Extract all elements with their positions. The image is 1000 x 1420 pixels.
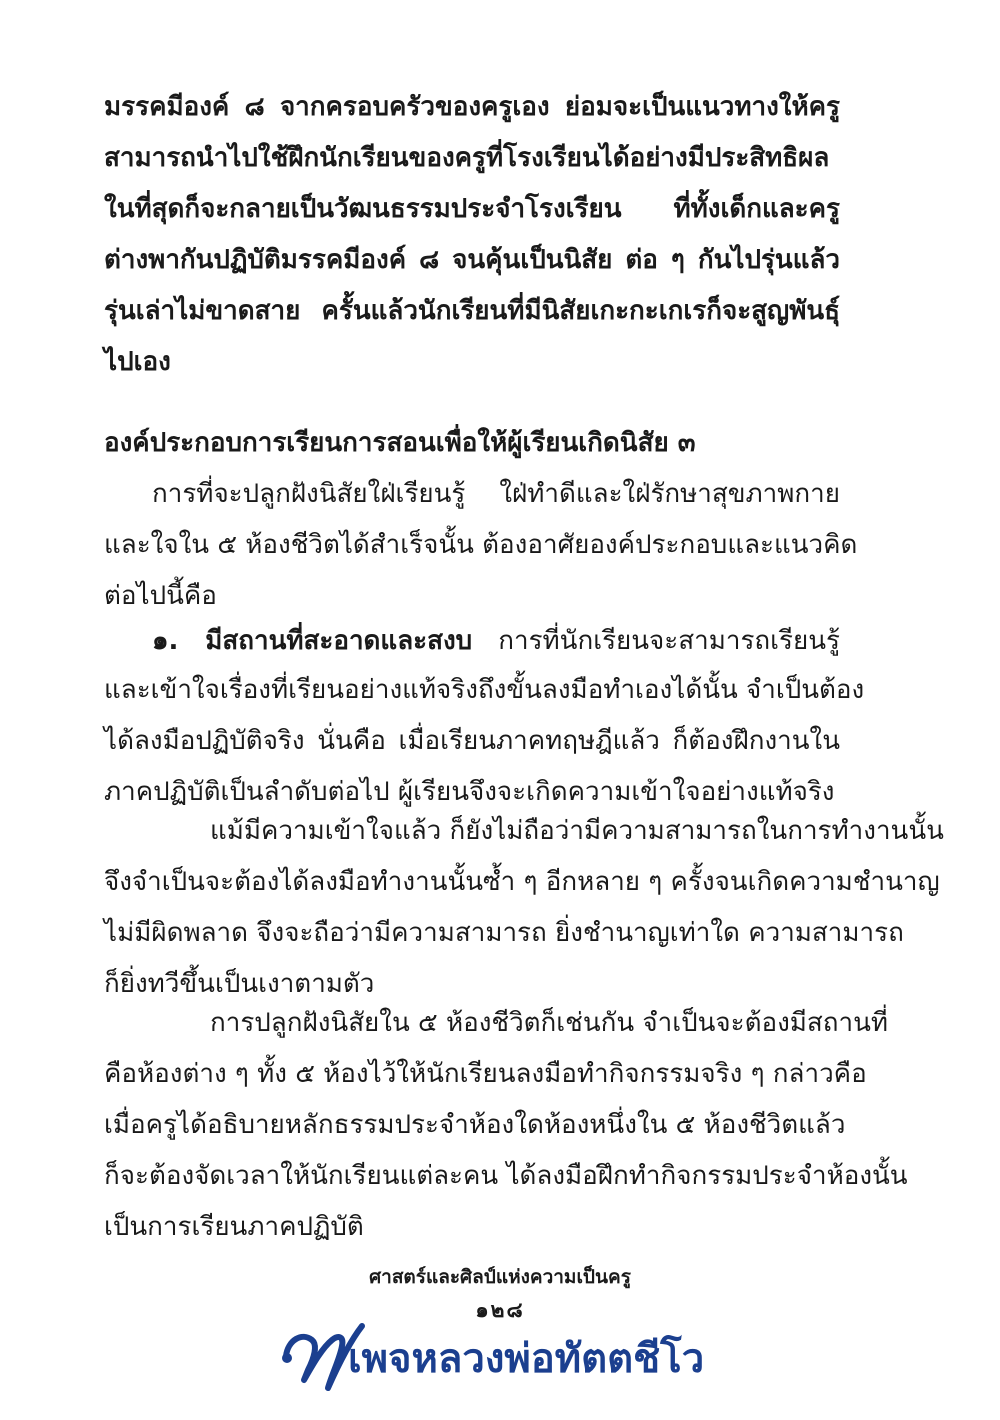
- item-1-rest: การที่นักเรียนจะสามารถเรียนรู้: [498, 626, 840, 656]
- paragraph-2: [104, 469, 858, 622]
- brand-name: เพจหลวงพ่อทัตตชีโว: [348, 1336, 705, 1382]
- item-1-title: ๑. มีสถานที่สะอาดและสงบ: [152, 626, 473, 656]
- text-line: แม้มีความเข้าใจแล้ว ก็ยังไม่ถือว่ามีความสามารถในการทำงานนั้น: [210, 816, 944, 846]
- text-line: และใจใน ๕ ห้องชีวิตได้สำเร็จนั้น ต้องอาศัยองค์ประกอบและแนวคิด: [104, 530, 858, 560]
- text-line: ในที่สุดก็จะกลายเป็นวัฒนธรรมประจำโรงเรียน ที่ทั้งเด็กและครู: [104, 194, 840, 224]
- paragraph-5: [104, 998, 908, 1253]
- text-line: ไม่มีผิดพลาด จึงจะถือว่ามีความสามารถ ยิ่งชำนาญเท่าใด ความสามารถ: [104, 918, 904, 948]
- text-line: มรรคมีองค์ ๘ จากครอบครัวของครูเอง ย่อมจะเป็นแนวทางให้ครู: [104, 92, 840, 122]
- text-line: รุ่นเล่าไม่ขาดสาย ครั้นแล้วนักเรียนที่มีนิสัยเกะกะเกเรก็จะสูญพันธุ์: [104, 296, 840, 326]
- text-line: ต่างพากันปฏิบัติมรรคมีองค์ ๘ จนคุ้นเป็นนิสัย ต่อ ๆ กันไปรุ่นแล้ว: [104, 245, 840, 275]
- text-line: เมื่อครูได้อธิบายหลักธรรมประจำห้องใดห้องหนึ่งใน ๕ ห้องชีวิตแล้ว: [104, 1110, 846, 1140]
- page-number: ๑๒๘: [475, 1298, 525, 1322]
- item-1-line: [104, 616, 840, 667]
- text-line: สามารถนำไปใช้ฝึกนักเรียนของครูที่โรงเรียนได้อย่างมีประสิทธิผล: [104, 143, 830, 173]
- paragraph-3: [104, 665, 865, 818]
- text-line: จึงจำเป็นจะต้องได้ลงมือทำงานนั้นซ้ำ ๆ อีกหลาย ๆ ครั้งจนเกิดความชำนาญ: [104, 867, 940, 897]
- text-line: การที่จะปลูกฝังนิสัยใฝ่เรียนรู้ ใฝ่ทำดีและใฝ่รักษาสุขภาพกาย: [152, 479, 840, 509]
- text-line: ก็จะต้องจัดเวลาให้นักเรียนแต่ละคน ได้ลงมือฝึกทำกิจกรรมประจำห้องนั้น: [104, 1161, 908, 1191]
- text-line: ต่อไปนี้คือ: [104, 581, 217, 611]
- text-line: ได้ลงมือปฏิบัติจริง นั่นคือ เมื่อเรียนภาคทฤษฎีแล้ว ก็ต้องฝึกงานใน: [104, 726, 840, 756]
- text-line: และเข้าใจเรื่องที่เรียนอย่างแท้จริงถึงขั้นลงมือทำเองได้นั้น จำเป็นต้อง: [104, 675, 865, 705]
- text-line: ก็ยิ่งทวีขึ้นเป็นเงาตามตัว: [104, 969, 375, 999]
- text-line: การปลูกฝังนิสัยใน ๕ ห้องชีวิตก็เช่นกัน จำเป็นจะต้องมีสถานที่: [210, 1008, 889, 1038]
- paragraph-1: [104, 82, 840, 388]
- footer-book-title: ศาสตร์และศิลป์แห่งความเป็นครู: [369, 1266, 631, 1288]
- section-heading: องค์ประกอบการเรียนการสอนเพื่อให้ผู้เรียนเกิดนิสัย ๓: [104, 428, 696, 458]
- text-line: คือห้องต่าง ๆ ทั้ง ๕ ห้องไว้ให้นักเรียนลงมือทำกิจกรรมจริง ๆ กล่าวคือ: [104, 1059, 867, 1089]
- item-1: [104, 616, 840, 667]
- text-line: ไปเอง: [104, 347, 171, 377]
- text-line: ภาคปฏิบัติเป็นลำดับต่อไป ผู้เรียนจึงจะเกิดความเข้าใจอย่างแท้จริง: [104, 777, 835, 807]
- text-line: เป็นการเรียนภาคปฏิบัติ: [104, 1212, 364, 1242]
- brand-logo: [278, 1318, 738, 1398]
- paragraph-4: [104, 806, 944, 1010]
